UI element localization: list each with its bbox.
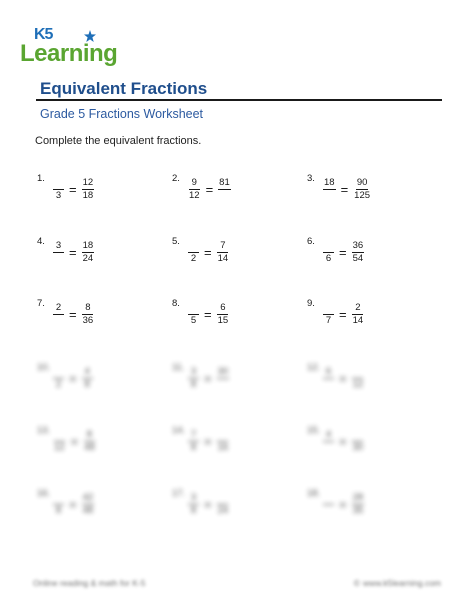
equals-sign: = <box>205 181 214 197</box>
left-denominator <box>323 442 334 454</box>
equals-sign: = <box>339 433 347 449</box>
equals-sign: = <box>204 306 212 322</box>
problem-item <box>37 487 95 521</box>
right-numerator <box>352 429 363 442</box>
right-denominator: 16 <box>217 441 229 453</box>
right-fraction <box>82 429 97 454</box>
problem-item <box>37 172 95 206</box>
problem-item <box>307 487 365 521</box>
title-divider <box>36 99 442 101</box>
right-numerator: 8 <box>82 302 93 315</box>
page-subtitle: Grade 5 Fractions Worksheet <box>40 107 204 121</box>
left-numerator: 18 <box>324 176 335 188</box>
right-numerator: 42 <box>82 491 94 503</box>
right-numerator: 6 <box>217 302 228 315</box>
left-numerator <box>323 302 334 315</box>
left-numerator <box>323 240 334 253</box>
left-numerator: 2 <box>53 302 64 315</box>
equals-sign: = <box>204 496 212 512</box>
problem-number: 8. <box>172 298 180 309</box>
left-numerator <box>188 302 199 315</box>
left-numerator <box>53 366 64 379</box>
right-fraction <box>81 492 96 517</box>
left-numerator: 6 <box>323 366 334 379</box>
footer-site <box>354 578 441 588</box>
left-numerator <box>323 492 334 505</box>
problem-number: 1. <box>37 173 45 184</box>
left-fraction <box>52 429 67 454</box>
right-denominator: 54 <box>352 252 364 264</box>
problem-item <box>37 297 95 331</box>
k5-learning-logo <box>20 26 120 68</box>
equals-sign: = <box>339 496 347 512</box>
right-numerator: 30 <box>217 365 229 377</box>
left-fraction <box>322 366 335 391</box>
left-fraction <box>187 240 200 265</box>
left-fraction <box>322 177 337 202</box>
equals-sign: = <box>339 370 347 386</box>
left-denominator <box>323 505 334 517</box>
equals-sign: = <box>339 244 347 260</box>
equals-sign: = <box>70 433 79 449</box>
problem-item <box>172 297 230 331</box>
left-fraction <box>187 302 200 327</box>
left-fraction <box>52 177 65 202</box>
equals-sign: = <box>69 496 77 512</box>
right-fraction <box>351 366 366 391</box>
right-fraction <box>216 240 231 265</box>
left-denominator: 8 <box>190 504 197 516</box>
right-denominator: 24 <box>217 504 229 516</box>
left-numerator <box>54 429 65 442</box>
right-fraction <box>81 302 96 327</box>
left-denominator: 3 <box>55 189 62 201</box>
right-numerator: 8 <box>84 429 95 442</box>
equals-sign: = <box>339 306 347 322</box>
problem-item <box>172 487 230 521</box>
left-numerator <box>188 240 199 253</box>
problem-item <box>37 235 95 269</box>
left-denominator: 8 <box>190 378 197 390</box>
right-denominator: 24 <box>82 252 94 264</box>
left-fraction <box>52 492 65 517</box>
problem-item <box>307 172 372 206</box>
equals-sign: = <box>69 306 77 322</box>
right-denominator: 14 <box>352 314 364 326</box>
left-denominator: 7 <box>325 314 332 326</box>
equals-sign: = <box>69 181 77 197</box>
right-fraction <box>216 366 231 391</box>
right-fraction <box>351 492 366 517</box>
problem-number: 6. <box>307 236 315 247</box>
problem-item <box>172 361 230 395</box>
left-fraction <box>52 366 65 391</box>
right-fraction <box>216 429 231 454</box>
problem-number: 15. <box>307 425 321 436</box>
right-fraction <box>351 302 366 327</box>
problem-item <box>307 424 365 458</box>
left-denominator <box>53 315 64 327</box>
copyright-icon: © <box>353 578 361 588</box>
left-fraction <box>52 302 65 327</box>
right-fraction <box>351 240 366 265</box>
right-fraction <box>81 366 94 391</box>
problem-number: 11. <box>172 362 185 373</box>
right-numerator: 28 <box>352 491 364 503</box>
left-denominator: 6 <box>325 252 332 264</box>
equals-sign: = <box>204 244 212 260</box>
right-denominator: 36 <box>82 314 94 326</box>
left-denominator: 12 <box>54 441 65 453</box>
right-fraction <box>81 177 96 202</box>
problem-item <box>307 235 365 269</box>
problem-item <box>37 424 97 458</box>
problem-number: 17. <box>172 488 186 499</box>
right-denominator <box>217 379 228 391</box>
problem-number: 9. <box>307 298 315 309</box>
right-numerator: 36 <box>352 239 364 251</box>
right-denominator: 12 <box>352 378 364 390</box>
equals-sign: = <box>204 433 212 449</box>
left-numerator: 3 <box>188 366 199 379</box>
right-denominator: 35 <box>352 504 364 516</box>
right-numerator <box>217 492 228 505</box>
equals-sign: = <box>69 370 77 386</box>
left-numerator: 7 <box>188 429 199 442</box>
left-fraction <box>187 366 200 391</box>
left-denominator: 2 <box>55 378 62 390</box>
problem-number: 5. <box>172 236 180 247</box>
left-numerator <box>53 492 64 505</box>
right-denominator: 15 <box>217 314 229 326</box>
left-fraction <box>187 492 200 517</box>
right-denominator: 48 <box>84 441 95 453</box>
right-numerator <box>352 366 363 379</box>
equals-sign: = <box>204 370 212 386</box>
problem-number: 16. <box>37 488 51 499</box>
left-denominator: 5 <box>190 314 197 326</box>
left-denominator: 8 <box>55 504 62 516</box>
right-fraction <box>352 177 372 202</box>
left-numerator: 9 <box>189 177 200 190</box>
left-numerator: 3 <box>188 492 199 505</box>
problem-item <box>307 361 365 395</box>
instructions-text: Complete the equivalent fractions. <box>35 135 202 147</box>
right-denominator: 125 <box>354 189 371 201</box>
problem-item <box>172 424 230 458</box>
right-numerator: 7 <box>217 240 228 253</box>
right-denominator: 30 <box>352 441 364 453</box>
problem-item <box>172 235 230 269</box>
right-denominator: 14 <box>217 252 229 264</box>
left-numerator: 3 <box>53 240 64 253</box>
right-fraction <box>81 240 96 265</box>
left-fraction <box>187 177 202 202</box>
footer-tagline: Online reading & math for K-5 <box>33 578 146 588</box>
right-denominator: 8 <box>84 378 90 390</box>
right-denominator: 18 <box>82 189 94 201</box>
left-numerator <box>53 177 64 190</box>
left-fraction <box>322 240 335 265</box>
left-fraction <box>322 429 335 454</box>
problem-number: 12. <box>307 362 321 373</box>
logo-k5-mark: K5 <box>34 26 53 43</box>
left-denominator <box>324 190 335 202</box>
right-numerator: 2 <box>352 302 363 315</box>
left-denominator: 8 <box>190 441 197 453</box>
problem-number: 14. <box>172 425 186 436</box>
right-numerator: 18 <box>82 239 94 251</box>
footer-url: www.k5learning.com <box>363 578 441 588</box>
right-numerator: 90 <box>356 176 368 188</box>
left-fraction <box>187 429 200 454</box>
right-numerator: 12 <box>82 176 94 188</box>
problem-number: 18. <box>307 488 321 499</box>
left-fraction <box>52 240 65 265</box>
left-fraction <box>322 492 335 517</box>
right-denominator: 48 <box>82 504 94 516</box>
logo-wordmark: Learning <box>20 40 118 67</box>
problem-item <box>172 172 232 206</box>
problem-number: 13. <box>37 425 51 436</box>
equals-sign: = <box>340 181 349 197</box>
right-numerator: 81 <box>219 176 230 188</box>
left-numerator: 4 <box>323 429 334 442</box>
problem-number: 10. <box>37 362 51 373</box>
problem-number: 4. <box>37 236 45 247</box>
right-denominator <box>219 190 230 202</box>
left-denominator: 12 <box>189 189 200 201</box>
right-fraction <box>216 302 231 327</box>
right-numerator: 4 <box>82 366 93 379</box>
left-denominator: 2 <box>190 252 197 264</box>
right-fraction <box>351 429 366 454</box>
left-denominator <box>53 253 64 265</box>
problem-number: 2. <box>172 173 180 184</box>
problem-number: 3. <box>307 173 315 184</box>
right-numerator <box>217 429 228 442</box>
problem-item <box>37 361 94 395</box>
problem-number: 7. <box>37 298 45 309</box>
left-denominator <box>323 379 334 391</box>
right-fraction <box>217 177 232 202</box>
equals-sign: = <box>69 244 77 260</box>
right-fraction <box>216 492 231 517</box>
page-title: Equivalent Fractions <box>40 79 208 98</box>
left-fraction <box>322 302 335 327</box>
problem-item <box>307 297 365 331</box>
